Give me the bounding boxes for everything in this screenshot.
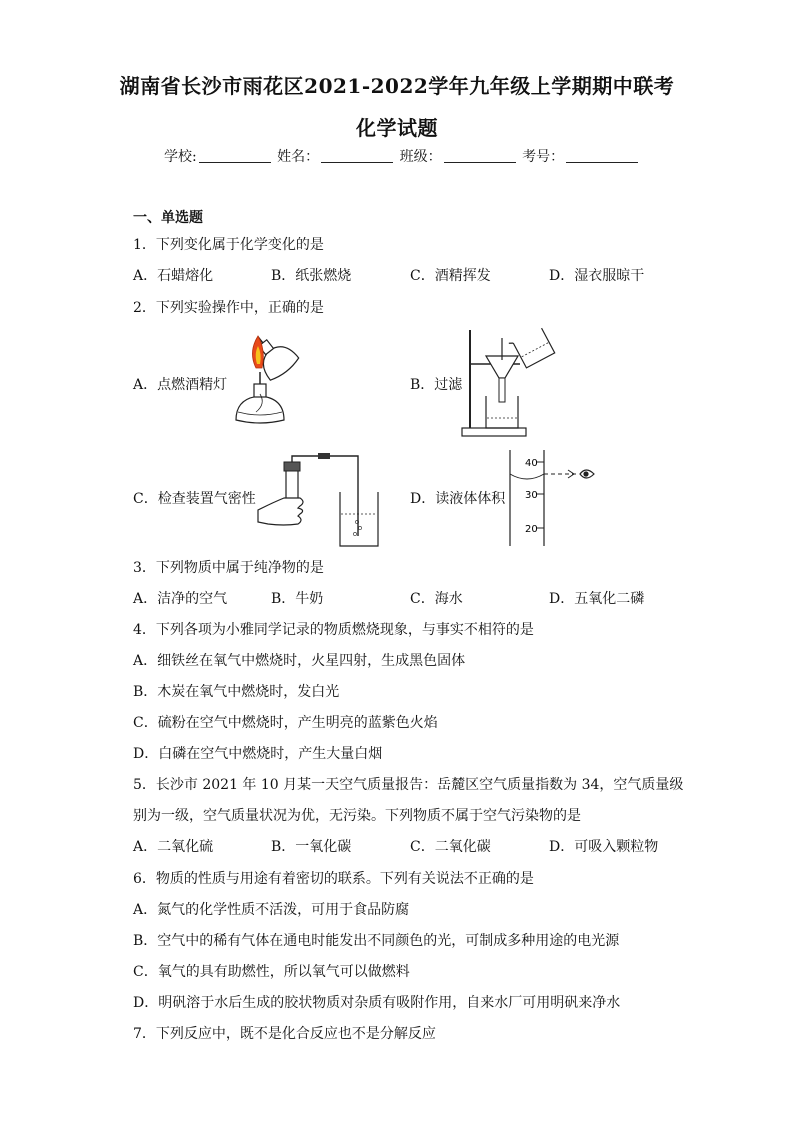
q2-option-d: D．读液体体积: [410, 491, 506, 507]
cylinder-tick-20: 20: [525, 524, 538, 535]
q2-option-b: B．过滤: [410, 377, 463, 393]
exam-subtitle: 化学试题: [356, 116, 438, 140]
q6-stem: 6．物质的性质与用途有着密切的联系。下列有关说法不正确的是: [133, 871, 534, 887]
q4-option-d: D．白磷在空气中燃烧时，产生大量白烟: [133, 746, 383, 762]
q1-option-d: D．湿衣服晾干: [549, 268, 645, 284]
exam-number-blank[interactable]: [566, 148, 638, 163]
q6-option-d: D．明矾溶于水后生成的胶状物质对杂质有吸附作用，自来水厂可用明矾来净水: [133, 995, 621, 1011]
q4-option-b: B．木炭在氧气中燃烧时，发白光: [133, 684, 340, 700]
q2-option-a: A．点燃酒精灯: [133, 377, 228, 393]
q5-option-c: C．二氧化碳: [410, 839, 491, 855]
name-blank[interactable]: [321, 148, 393, 163]
alcohol-lamp-lighting-figure: [226, 332, 316, 432]
class-label: 班级：: [399, 149, 442, 165]
class-blank[interactable]: [444, 148, 516, 163]
q3-option-a: A．洁净的空气: [133, 591, 228, 607]
q5-stem-line1: 5．长沙市 2021 年 10 月某一天空气质量报告：岳麓区空气质量指数为 34，空气质量级: [133, 777, 684, 793]
graduated-cylinder-reading-figure: [500, 448, 604, 548]
school-blank[interactable]: [199, 148, 271, 163]
q4-option-c: C．硫粉在空气中燃烧时，产生明亮的蓝紫色火焰: [133, 715, 438, 731]
cylinder-tick-40: 40: [525, 458, 538, 469]
cylinder-tick-30: 30: [525, 490, 538, 501]
q1-option-c: C．酒精挥发: [410, 268, 491, 284]
airtightness-check-figure: [254, 448, 384, 552]
q3-option-c: C．海水: [410, 591, 463, 607]
q6-option-a: A．氮气的化学性质不活泼，可用于食品防腐: [133, 902, 410, 918]
q6-option-b: B．空气中的稀有气体在通电时能发出不同颜色的光，可制成多种用途的电光源: [133, 933, 620, 949]
name-label: 姓名：: [277, 149, 320, 165]
q1-option-b: B．纸张燃烧: [271, 268, 352, 284]
exam-title: 湖南省长沙市雨花区2021-2022学年九年级上学期期中联考: [119, 74, 675, 98]
q3-option-b: B．牛奶: [271, 591, 324, 607]
q2-stem: 2．下列实验操作中，正确的是: [133, 300, 324, 316]
q1-stem: 1．下列变化属于化学变化的是: [133, 237, 324, 253]
q4-option-a: A．细铁丝在氧气中燃烧时，火星四射，生成黑色固体: [133, 653, 466, 669]
q5-stem-line2: 别为一级，空气质量状况为优，无污染。下列物质不属于空气污染物的是: [133, 808, 581, 824]
q7-stem: 7．下列反应中，既不是化合反应也不是分解反应: [133, 1026, 436, 1042]
q3-option-d: D．五氧化二磷: [549, 591, 645, 607]
exam-number-label: 考号：: [522, 149, 565, 165]
q6-option-c: C．氧气的具有助燃性，所以氧气可以做燃料: [133, 964, 410, 980]
q5-option-b: B．一氧化碳: [271, 839, 352, 855]
q5-option-d: D．可吸入颗粒物: [549, 839, 659, 855]
section-heading: 一、单选题: [133, 210, 203, 226]
q5-option-a: A．二氧化硫: [133, 839, 214, 855]
filtration-setup-figure: [458, 326, 562, 438]
q3-stem: 3．下列物质中属于纯净物的是: [133, 560, 324, 576]
student-info-row: [164, 146, 640, 166]
q2-option-c: C．检查装置气密性: [133, 491, 256, 507]
school-label: 学校:: [164, 149, 197, 165]
q4-stem: 4．下列各项为小雅同学记录的物质燃烧现象，与事实不相符的是: [133, 622, 534, 638]
q1-option-a: A．石蜡熔化: [133, 268, 214, 284]
